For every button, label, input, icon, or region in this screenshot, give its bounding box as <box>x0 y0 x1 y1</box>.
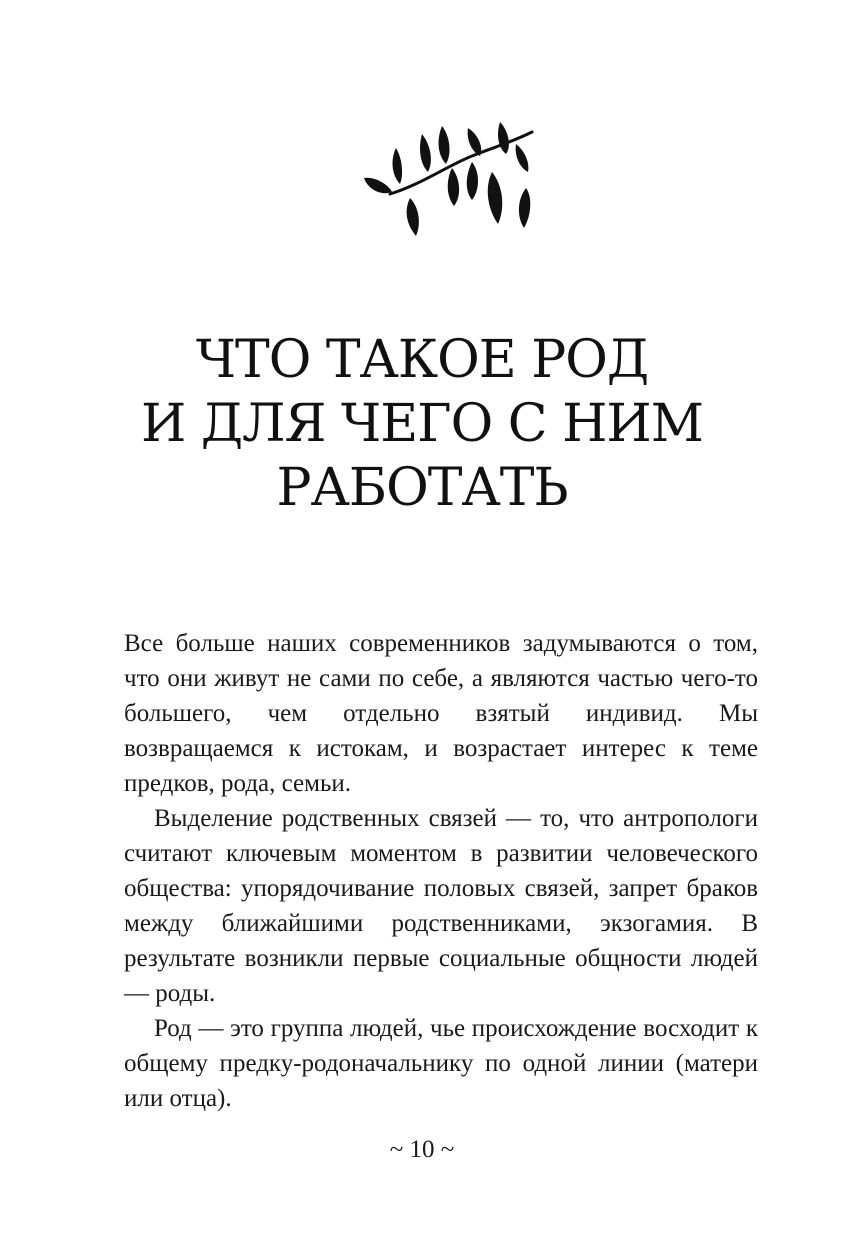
page-number: ~ 10 ~ <box>389 1136 455 1163</box>
paragraph: Род — это группа людей, чье происхождение восходит к общему предку-родоначальнику по одной линии (матери или отца). <box>124 1015 758 1112</box>
chapter-title <box>0 328 844 520</box>
paragraph: Выделение родственных связей — то, что антропологи считают ключевым моментом в развитии человеческого общества: упорядочивание половых связей, запрет браков между ближайшими родственниками, экзогамия. В результате возникли первые социальные общности людей — роды. <box>124 805 758 1007</box>
leaf-branch-icon <box>352 118 542 243</box>
chapter-title-line: И ДЛЯ ЧЕГО С НИМ <box>140 394 704 454</box>
paragraph: Все больше наших современников задумываются о том, что они живут не сами по себе, а являются частью чего-то большего, чем отдельно взятый индивид. Мы возвращаемся к истокам, и возрастает интерес к теме предков, рода, семьи. <box>124 630 758 797</box>
chapter-title-line: ЧТО ТАКОЕ РОД <box>195 330 649 390</box>
body-text <box>124 626 758 1116</box>
chapter-title-line: РАБОТАТЬ <box>276 458 568 518</box>
